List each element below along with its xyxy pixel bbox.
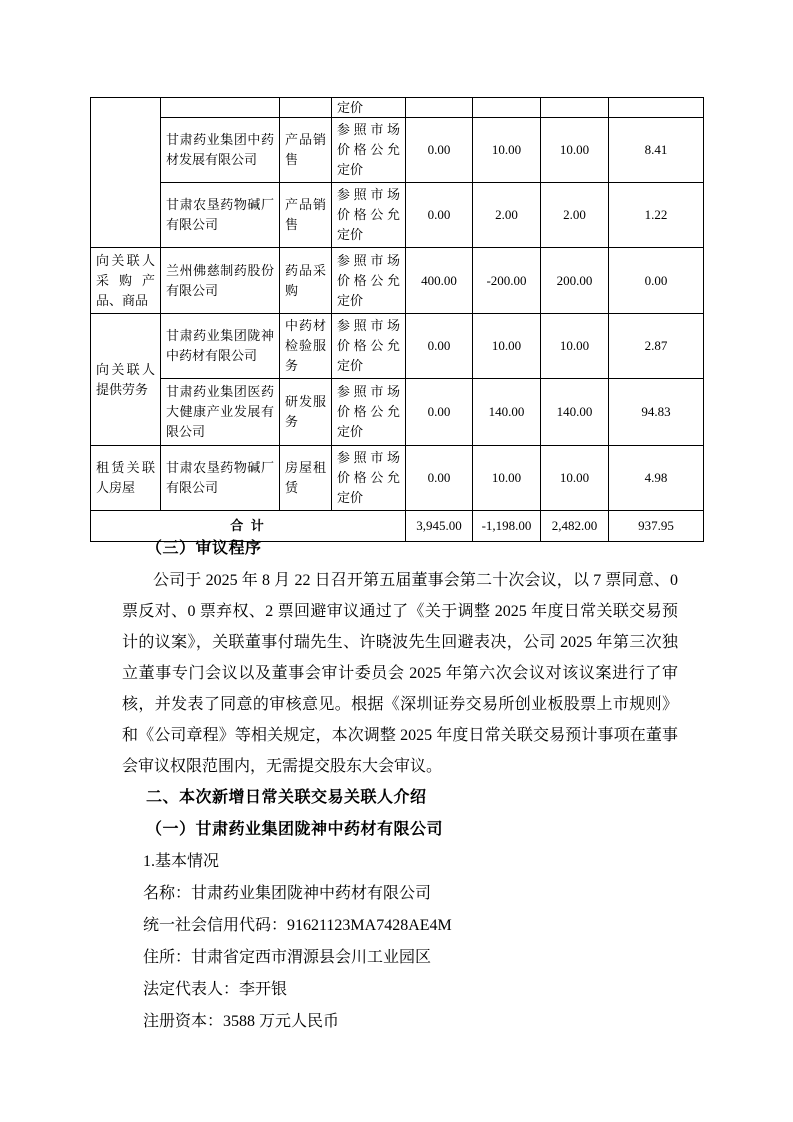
cell-party: 甘肃农垦药物碱厂有限公司 — [161, 183, 280, 248]
info-line-address: 住所：甘肃省定西市渭源县会川工业园区 — [143, 949, 432, 966]
heading-section-2: 二、本次新增日常关联交易关联人介绍 — [146, 789, 427, 806]
cell-value: 10.00 — [473, 446, 541, 511]
cell-total-value: 3,945.00 — [406, 511, 473, 542]
cell-value: 0.00 — [406, 118, 473, 183]
cell-total-value: -1,198.00 — [473, 511, 541, 542]
document-body — [122, 533, 678, 1038]
cell-value: 140.00 — [473, 379, 541, 446]
cell-value: 400.00 — [406, 248, 473, 314]
cell-content: 房屋租赁 — [280, 446, 332, 511]
cell-pricing: 定价 — [332, 98, 406, 118]
cell-content: 研发服务 — [280, 379, 332, 446]
cell-category — [91, 98, 161, 248]
cell-value: 2.87 — [609, 314, 704, 379]
cell-category: 向关联人采购产品、商品 — [91, 248, 161, 314]
cell-total-value: 937.95 — [609, 511, 704, 542]
cell-content: 药品采购 — [280, 248, 332, 314]
cell-party: 兰州佛慈制药股份有限公司 — [161, 248, 280, 314]
cell-value: -200.00 — [473, 248, 541, 314]
cell-value — [541, 98, 609, 118]
cell-pricing: 参照市场价格公允定价 — [332, 379, 406, 446]
cell-value: 0.00 — [609, 248, 704, 314]
cell-content — [280, 98, 332, 118]
cell-value: 4.98 — [609, 446, 704, 511]
cell-value: 10.00 — [541, 314, 609, 379]
cell-pricing: 参照市场价格公允定价 — [332, 314, 406, 379]
cell-content: 中药材检验服务 — [280, 314, 332, 379]
basic-info-title: 1.基本情况 — [143, 853, 220, 870]
cell-value — [609, 98, 704, 118]
cell-party: 甘肃农垦药物碱厂有限公司 — [161, 446, 280, 511]
cell-value: 1.22 — [609, 183, 704, 248]
cell-value — [473, 98, 541, 118]
cell-value — [406, 98, 473, 118]
info-line-registered-capital: 注册资本：3588 万元人民币 — [143, 1013, 340, 1030]
table-row — [91, 379, 704, 446]
info-line-legal-representative: 法定代表人：李开银 — [143, 981, 288, 998]
info-line-name: 名称：甘肃药业集团陇神中药材有限公司 — [143, 885, 432, 902]
cell-value: 0.00 — [406, 446, 473, 511]
cell-pricing: 参照市场价格公允定价 — [332, 183, 406, 248]
table-row — [91, 248, 704, 314]
cell-category: 租赁关联人房屋 — [91, 446, 161, 511]
review-paragraph: 公司于 2025 年 8 月 22 日召开第五届董事会第二十次会议，以 7 票同意、0 票反对、0 票弃权、2 票回避审议通过了《关于调整 2025 年度日常关联交易预计的议案》，关联董事付瑞先生、许晓波先生回避表决，公司 2025 年第三次独立董事专门会议以及董事会审计委员会 2025 年第六次会议对该议案进行了审核，并发表了同意的审核意见。根据《深圳证券交易所创业板股票上市规则》和《公司章程》等相关规定，本次调整 2025 年度日常关联交易预计事项在董事会审议权限范围内，无需提交股东大会审议。 — [122, 572, 678, 775]
cell-value: 2.00 — [473, 183, 541, 248]
cell-value: 8.41 — [609, 118, 704, 183]
table-row — [91, 446, 704, 511]
cell-party: 甘肃药业集团医药大健康产业发展有限公司 — [161, 379, 280, 446]
cell-value: 2.00 — [541, 183, 609, 248]
related-transactions-table — [90, 97, 704, 542]
table-row — [91, 183, 704, 248]
heading-section-2-1: （一）甘肃药业集团陇神中药材有限公司 — [146, 821, 444, 838]
cell-value: 10.00 — [473, 314, 541, 379]
cell-value: 10.00 — [541, 118, 609, 183]
table-row — [91, 118, 704, 183]
cell-party: 甘肃药业集团陇神中药材有限公司 — [161, 314, 280, 379]
heading-review-procedure: （三）审议程序 — [146, 540, 262, 557]
cell-value: 200.00 — [541, 248, 609, 314]
cell-party: 甘肃药业集团中药材发展有限公司 — [161, 118, 280, 183]
cell-value: 94.83 — [609, 379, 704, 446]
cell-value: 140.00 — [541, 379, 609, 446]
cell-total-value: 2,482.00 — [541, 511, 609, 542]
cell-category: 向关联人提供劳务 — [91, 314, 161, 446]
table-row — [91, 98, 704, 118]
total-label: 合 计 — [91, 511, 406, 542]
cell-value: 0.00 — [406, 314, 473, 379]
info-line-credit-code: 统一社会信用代码：91621123MA7428AE4M — [143, 917, 452, 934]
cell-value: 0.00 — [406, 183, 473, 248]
cell-pricing: 参照市场价格公允定价 — [332, 248, 406, 314]
cell-value: 10.00 — [541, 446, 609, 511]
cell-value: 0.00 — [406, 379, 473, 446]
cell-content: 产品销售 — [280, 183, 332, 248]
cell-pricing: 参照市场价格公允定价 — [332, 118, 406, 183]
cell-pricing: 参照市场价格公允定价 — [332, 446, 406, 511]
table-row — [91, 314, 704, 379]
cell-content: 产品销售 — [280, 118, 332, 183]
cell-value: 10.00 — [473, 118, 541, 183]
cell-party — [161, 98, 280, 118]
